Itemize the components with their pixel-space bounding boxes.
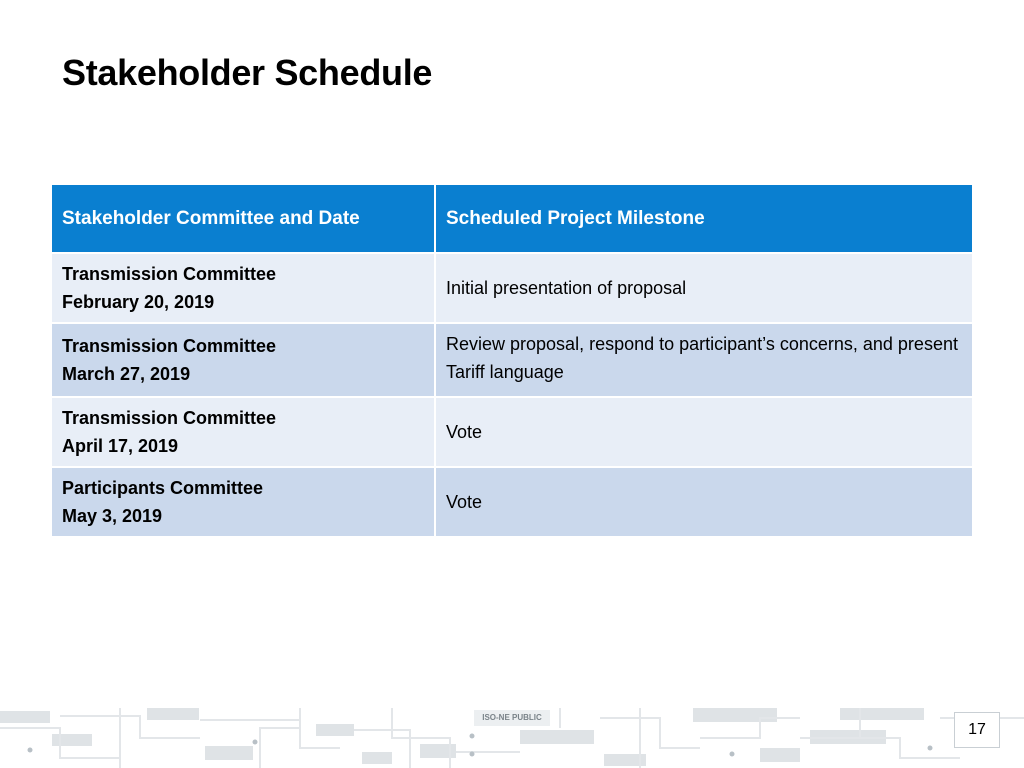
committee-cell [52, 397, 435, 467]
milestone-cell: Initial presentation of proposal [435, 253, 972, 323]
schedule-table [52, 185, 972, 536]
slide-title: Stakeholder Schedule [62, 52, 433, 93]
committee-name: Participants Committee [62, 478, 264, 498]
committee-date: March 27, 2019 [62, 364, 191, 384]
committee-date: April 17, 2019 [62, 436, 179, 456]
milestone-cell: Vote [435, 397, 972, 467]
committee-cell [52, 253, 435, 323]
table-row [52, 323, 972, 397]
table-row [52, 467, 972, 536]
committee-date: May 3, 2019 [62, 506, 163, 526]
header-milestone: Scheduled Project Milestone [435, 185, 972, 253]
footer-public-label: ISO-NE PUBLIC [474, 710, 550, 726]
table-row [52, 253, 972, 323]
committee-name: Transmission Committee [62, 336, 277, 356]
milestone-cell: Vote [435, 467, 972, 536]
committee-name: Transmission Committee [62, 264, 277, 284]
committee-cell [52, 323, 435, 397]
table-row [52, 397, 972, 467]
committee-cell [52, 467, 435, 536]
header-committee-date: Stakeholder Committee and Date [52, 185, 435, 253]
table-header-row [52, 185, 972, 253]
milestone-cell: Review proposal, respond to participant’s concerns, and present Tariff language [435, 323, 972, 397]
committee-date: February 20, 2019 [62, 292, 215, 312]
page-number: 17 [954, 712, 1000, 748]
committee-name: Transmission Committee [62, 408, 277, 428]
